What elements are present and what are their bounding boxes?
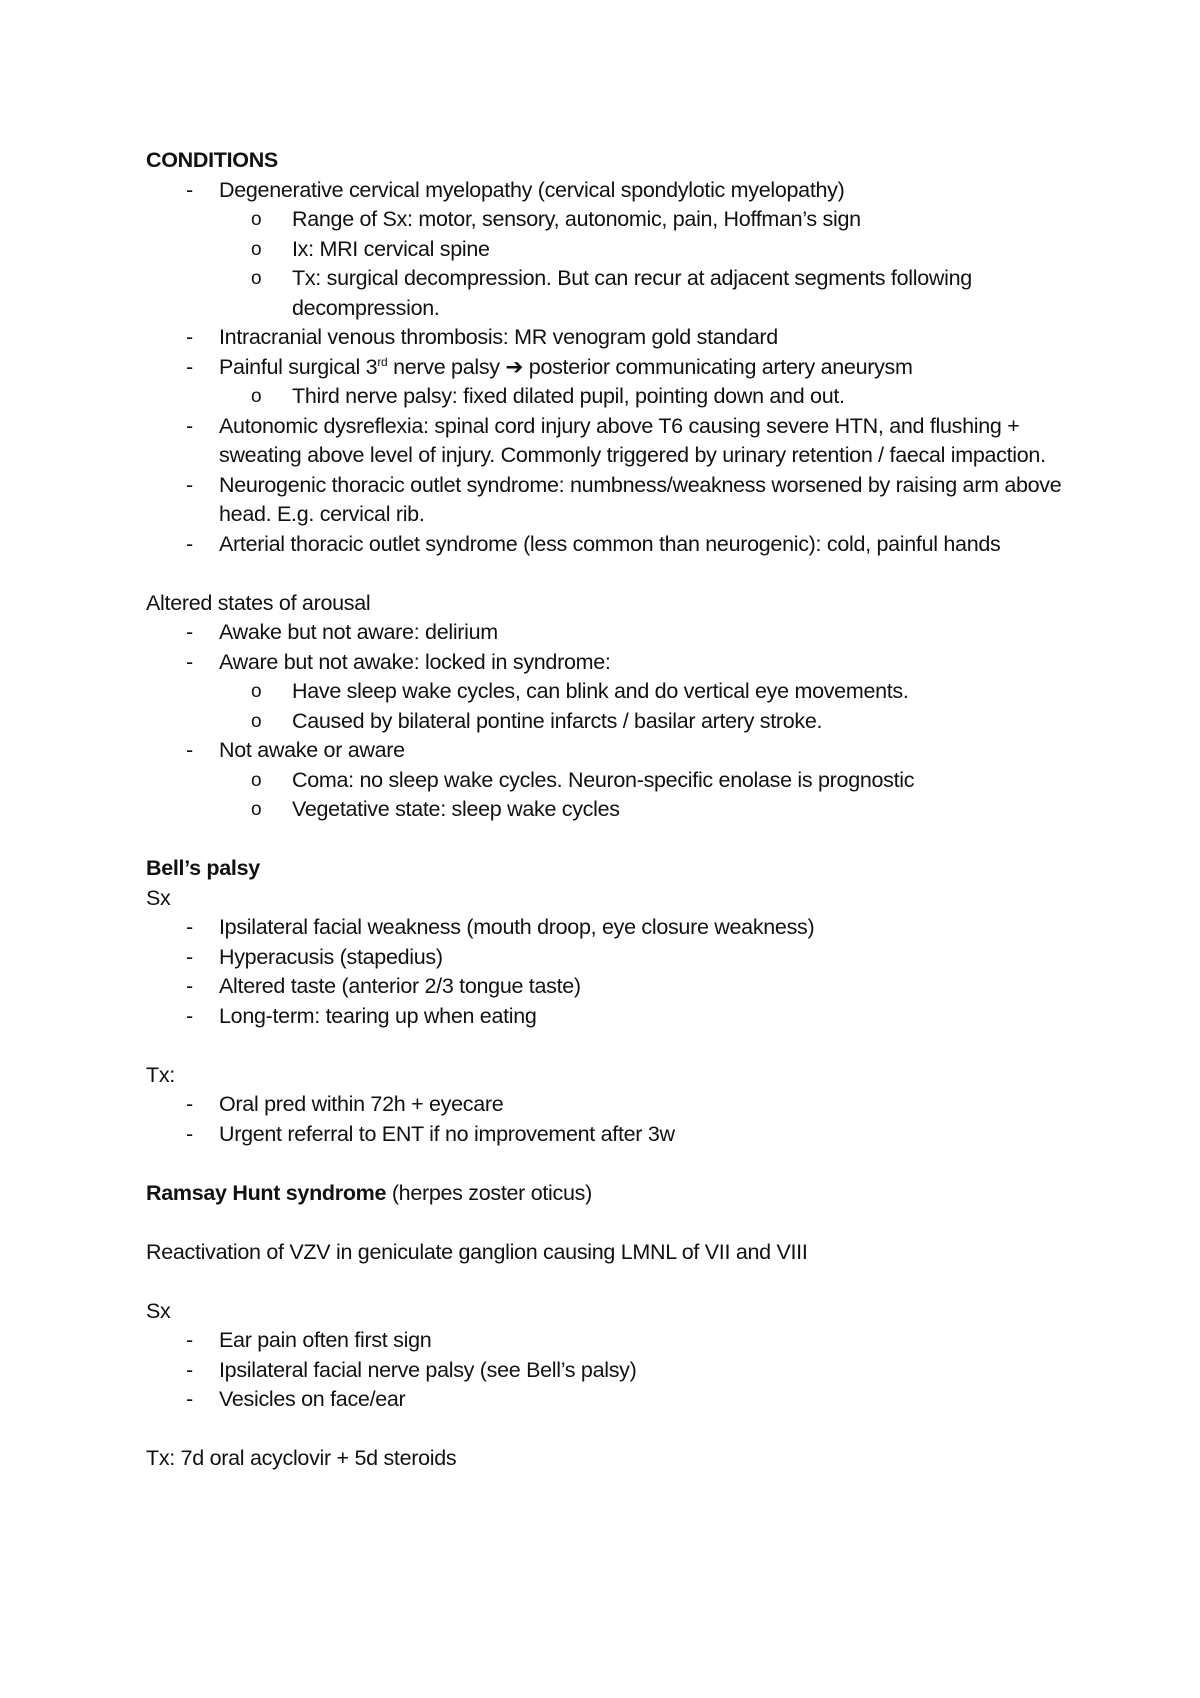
list-item-text-post: nerve palsy ➔ posterior communicating artery aneurysm xyxy=(387,354,913,379)
list-item-text: Aware but not awake: locked in syndrome: xyxy=(219,649,611,674)
list-item xyxy=(146,1326,1066,1356)
sub-list-item xyxy=(219,707,1066,737)
dash-bullet: - xyxy=(186,738,193,762)
list-item xyxy=(146,1356,1066,1386)
dash-bullet: - xyxy=(186,354,193,379)
spacer xyxy=(146,1149,1066,1179)
arousal-list xyxy=(146,618,1066,825)
dash-bullet: - xyxy=(186,1121,193,1146)
circle-bullet: o xyxy=(251,238,262,260)
sub-item-text: Ix: MRI cervical spine xyxy=(292,236,490,261)
list-item-text: Intracranial venous thrombosis: MR venogram gold standard xyxy=(219,325,778,349)
ramsay-sx-label: Sx xyxy=(146,1298,171,1323)
circle-bullet: o xyxy=(251,769,262,791)
list-item xyxy=(146,913,1066,943)
sub-item-text: Have sleep wake cycles, can blink and do vertical eye movements. xyxy=(292,679,909,703)
sub-list-item xyxy=(219,205,1066,235)
sub-list-item xyxy=(219,264,1066,323)
dash-bullet: - xyxy=(186,1003,193,1028)
bells-sx-label: Sx xyxy=(146,885,171,910)
circle-bullet: o xyxy=(251,209,262,230)
sub-list xyxy=(219,677,1066,736)
list-item xyxy=(146,471,1066,530)
document-content xyxy=(146,146,1066,1474)
sub-item-text: Vegetative state: sleep wake cycles xyxy=(292,797,620,821)
dash-bullet: - xyxy=(186,1357,193,1382)
arousal-heading: Altered states of arousal xyxy=(146,590,371,615)
circle-bullet: o xyxy=(251,710,262,732)
spacer xyxy=(146,559,1066,589)
conditions-heading: CONDITIONS xyxy=(146,148,278,172)
list-item xyxy=(146,530,1066,560)
ramsay-heading xyxy=(146,1179,1066,1209)
list-item-text: Oral pred within 72h + eyecare xyxy=(219,1092,504,1116)
list-item-text: Awake but not aware: delirium xyxy=(219,620,498,644)
list-item xyxy=(146,176,1066,324)
dash-bullet: - xyxy=(186,531,193,556)
sub-list xyxy=(219,382,1066,412)
list-item-text: Urgent referral to ENT if no improvement after 3w xyxy=(219,1121,675,1146)
superscript-rd: rd xyxy=(377,354,388,369)
spacer xyxy=(146,1031,1066,1061)
list-item-text: Long-term: tearing up when eating xyxy=(219,1003,537,1028)
sub-item-text: Range of Sx: motor, sensory, autonomic, pain, Hoffman’s sign xyxy=(292,207,861,231)
bells-heading: Bell’s palsy xyxy=(146,856,260,880)
dash-bullet: - xyxy=(186,472,193,497)
list-item-text: Autonomic dysreflexia: spinal cord injury above T6 causing severe HTN, and flushing + sweating above level of injury. Commonly triggered by urinary retention / faecal impaction. xyxy=(219,413,1046,467)
circle-bullet: o xyxy=(251,799,262,820)
spacer xyxy=(146,1415,1066,1445)
list-item-text-pre: Painful surgical 3 xyxy=(219,354,378,379)
sub-list-item xyxy=(219,795,1066,825)
dash-bullet: - xyxy=(186,1092,193,1116)
sub-item-text: Caused by bilateral pontine infarcts / basilar artery stroke. xyxy=(292,708,823,733)
sub-item-text: Tx: surgical decompression. But can recur at adjacent segments following decompression. xyxy=(292,266,972,320)
ramsay-heading-bold: Ramsay Hunt syndrome xyxy=(146,1180,387,1205)
dash-bullet: - xyxy=(186,944,193,969)
ramsay-heading-rest: (herpes zoster oticus) xyxy=(386,1180,592,1205)
sub-list-item xyxy=(219,677,1066,707)
list-item-text: Not awake or aware xyxy=(219,738,405,762)
list-item-text: Hyperacusis (stapedius) xyxy=(219,944,443,969)
circle-bullet: o xyxy=(251,681,262,702)
spacer xyxy=(146,1267,1066,1297)
dash-bullet: - xyxy=(186,413,193,438)
dash-bullet: - xyxy=(186,620,193,644)
list-item-text: Vesicles on face/ear xyxy=(219,1387,406,1411)
circle-bullet: o xyxy=(251,386,262,407)
list-item xyxy=(146,1002,1066,1032)
list-item-text: Neurogenic thoracic outlet syndrome: numbness/weakness worsened by raising arm above head. E.g. cervical rib. xyxy=(219,472,1062,526)
dash-bullet: - xyxy=(186,1328,193,1352)
list-item xyxy=(146,972,1066,1002)
sub-item-text: Coma: no sleep wake cycles. Neuron-specific enolase is prognostic xyxy=(292,767,915,792)
list-item xyxy=(146,323,1066,353)
dash-bullet: - xyxy=(186,649,193,674)
sub-list xyxy=(219,205,1066,323)
ramsay-description: Reactivation of VZV in geniculate ganglion causing LMNL of VII and VIII xyxy=(146,1239,808,1264)
list-item xyxy=(146,353,1066,412)
circle-bullet: o xyxy=(251,268,262,289)
list-item xyxy=(146,618,1066,648)
spacer xyxy=(146,1208,1066,1238)
sub-list-item xyxy=(219,235,1066,265)
dash-bullet: - xyxy=(186,177,193,202)
list-item-text: Degenerative cervical myelopathy (cervical spondylotic myelopathy) xyxy=(219,177,845,202)
list-item xyxy=(146,943,1066,973)
sub-list-item xyxy=(219,766,1066,796)
conditions-list xyxy=(146,176,1066,560)
bells-tx-list xyxy=(146,1090,1066,1149)
list-item-text: Arterial thoracic outlet syndrome (less common than neurogenic): cold, painful hands xyxy=(219,531,1001,556)
sub-list xyxy=(219,766,1066,825)
list-item-text: Ear pain often first sign xyxy=(219,1328,432,1352)
list-item xyxy=(146,1090,1066,1120)
bells-tx-label: Tx: xyxy=(146,1062,175,1087)
ramsay-tx: Tx: 7d oral acyclovir + 5d steroids xyxy=(146,1446,457,1470)
list-item xyxy=(146,736,1066,825)
bells-sx-list xyxy=(146,913,1066,1031)
list-item xyxy=(146,1385,1066,1415)
dash-bullet: - xyxy=(186,974,193,998)
sub-item-text: Third nerve palsy: fixed dilated pupil, pointing down and out. xyxy=(292,384,845,408)
sub-list-item xyxy=(219,382,1066,412)
list-item-text: Ipsilateral facial nerve palsy (see Bell’s palsy) xyxy=(219,1357,637,1382)
list-item-text: Ipsilateral facial weakness (mouth droop, eye closure weakness) xyxy=(219,915,815,939)
list-item xyxy=(146,648,1066,737)
dash-bullet: - xyxy=(186,1387,193,1411)
dash-bullet: - xyxy=(186,325,193,349)
spacer xyxy=(146,825,1066,855)
list-item xyxy=(146,1120,1066,1150)
list-item xyxy=(146,412,1066,471)
list-item-text: Altered taste (anterior 2/3 tongue taste) xyxy=(219,974,581,998)
dash-bullet: - xyxy=(186,915,193,939)
ramsay-sx-list xyxy=(146,1326,1066,1415)
